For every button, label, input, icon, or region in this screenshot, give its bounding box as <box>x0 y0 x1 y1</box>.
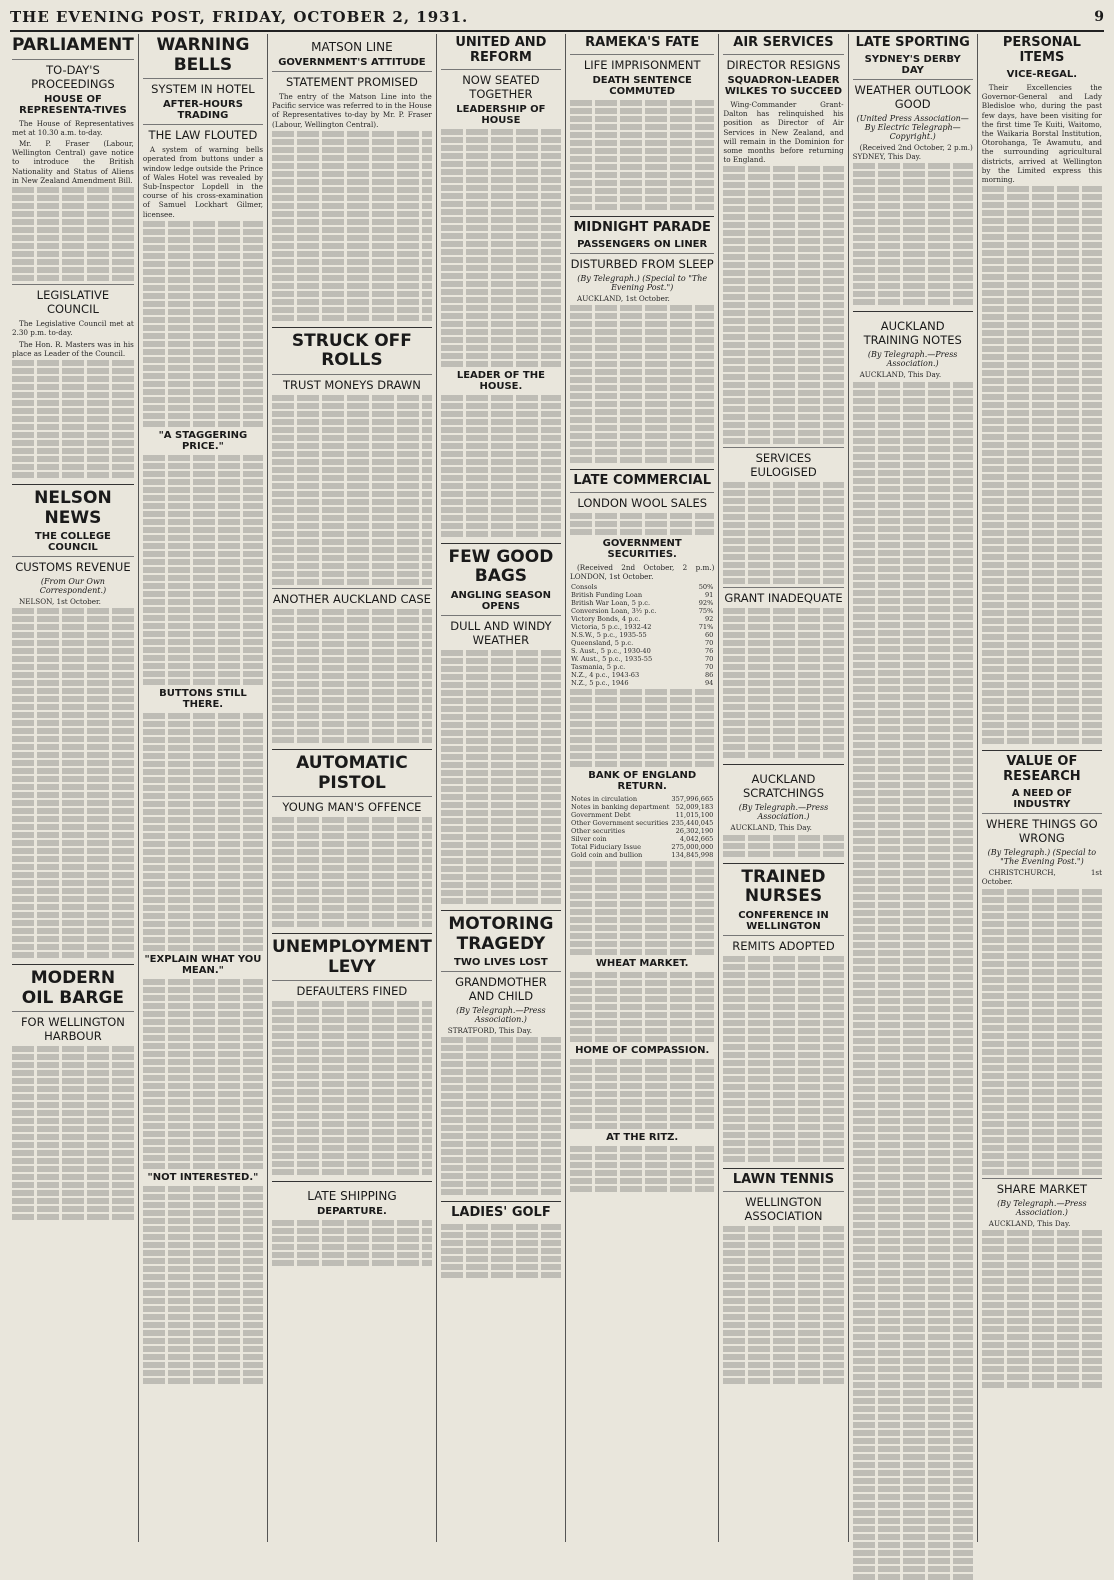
column-2 <box>139 34 268 1542</box>
table-row <box>570 851 714 859</box>
security-name: British Funding Loan <box>571 591 643 600</box>
subhead-wool-sales: LONDON WOOL SALES <box>570 492 714 510</box>
headline-oil-barge: MODERN OIL BARGE <box>21 968 125 1008</box>
table-row <box>570 631 714 639</box>
headline-late-sporting: LATE SPORTING <box>855 35 970 50</box>
security-name: Victoria, 5 p.c., 1932-42 <box>571 623 652 632</box>
dateline: AUCKLAND, 1st October. <box>577 293 670 303</box>
table-row <box>570 827 714 835</box>
security-value: 86 <box>704 671 714 680</box>
subhead-wilkes: SQUADRON-LEADER WILKES TO SUCCEED <box>724 74 843 97</box>
bank-value: 4,042,665 <box>679 835 714 844</box>
subhead-disturbed: DISTURBED FROM SLEEP <box>570 253 714 271</box>
subhead-young-man: YOUNG MAN'S OFFENCE <box>272 796 432 814</box>
subhead-legislative-council: LEGISLATIVE COUNCIL <box>12 284 134 316</box>
subhead-weather-outlook: WEATHER OUTLOOK GOOD <box>853 79 973 111</box>
table-row <box>570 811 714 819</box>
subhead-director-resigns: DIRECTOR RESIGNS <box>723 54 843 72</box>
table-row <box>570 655 714 663</box>
crosshead-buttons-still-there: BUTTONS STILL THERE. <box>159 687 247 710</box>
subhead-system-in-hotel: SYSTEM IN HOTEL <box>143 78 263 96</box>
dateline: STRATFORD, This Day. <box>447 1026 533 1036</box>
column-5 <box>566 34 719 1542</box>
subhead-customs: CUSTOMS REVENUE <box>12 556 134 574</box>
crosshead-ritz: AT THE RITZ. <box>606 1132 679 1144</box>
bank-value: 235,440,045 <box>671 819 714 828</box>
security-name: N.Z., 4 p.c., 1943-63 <box>571 671 640 680</box>
table-row <box>570 599 714 607</box>
dateline: AUCKLAND, This Day. <box>859 370 942 380</box>
headline-rameka: RAMEKA'S FATE <box>585 35 700 50</box>
subhead-house: HOUSE OF REPRESENTA-TIVES <box>19 93 127 116</box>
body-text: The House of Representatives met at 10.30 a.m. to-day. <box>12 118 134 137</box>
subhead-harbour: FOR WELLINGTON HARBOUR <box>12 1011 134 1043</box>
subhead-leadership: LEADERSHIP OF HOUSE <box>456 103 546 126</box>
security-name: Consols <box>571 583 598 592</box>
security-name: W. Aust., 5 p.c., 1935-55 <box>571 655 653 664</box>
security-value: 92 <box>704 615 714 624</box>
table-row <box>570 819 714 827</box>
dateline: CHRISTCHURCH, 1st October. <box>981 868 1102 887</box>
headline-parliament: PARLIAMENT <box>12 35 134 55</box>
subhead-derby-day: SYDNEY'S DERBY DAY <box>864 53 961 76</box>
table-row <box>570 623 714 631</box>
headline-matson-line: MATSON LINE <box>311 40 393 54</box>
security-value: 76 <box>704 647 714 656</box>
subhead-grant-inadequate: GRANT INADEQUATE <box>723 587 843 605</box>
subhead-conference: CONFERENCE IN WELLINGTON <box>738 909 829 932</box>
bank-value: 26,302,190 <box>675 827 714 836</box>
table-row <box>570 615 714 623</box>
security-value: 60 <box>704 631 714 640</box>
subhead-dull-windy: DULL AND WINDY WEATHER <box>441 615 561 647</box>
subhead-after-hours: AFTER-HOURS TRADING <box>162 99 243 122</box>
bank-item: Total Fiduciary Issue <box>571 843 642 852</box>
security-value: 91 <box>704 591 714 600</box>
column-3 <box>268 34 437 1542</box>
headline-ladies-golf: LADIES' GOLF <box>451 1205 551 1221</box>
body-text: Mr. P. Fraser (Labour, Wellington Central) gave notice to introduce the British Nationality and Status of Aliens in New Zealand Amendment Bill. <box>12 138 134 185</box>
bank-value: 52,009,183 <box>675 803 714 812</box>
table-row <box>570 647 714 655</box>
subhead-grandmother: GRANDMOTHER AND CHILD <box>441 971 561 1003</box>
table-row <box>570 663 714 671</box>
page-number: 9 <box>1094 9 1104 25</box>
dateline: AUCKLAND, This Day. <box>988 1218 1071 1228</box>
dateline: NELSON, 1st October. <box>19 597 101 607</box>
headline-air-services: AIR SERVICES <box>733 35 834 50</box>
credit-line: (United Press Association—By Electric Telegraph—Copyright.) <box>856 113 969 141</box>
table-row <box>570 843 714 851</box>
credit-line: (By Telegraph.) (Special to "The Evening Post.") <box>577 273 708 292</box>
subhead-angling: ANGLING SEASON OPENS <box>450 589 552 612</box>
security-name: S. Aust., 5 p.c., 1930-40 <box>571 647 651 656</box>
body-text: Wing-Commander Grant-Dalton has relinquished his position as Director of Air Services in New Zealand, and will remain in the Dominion for some months before returning to England. <box>723 99 844 165</box>
body-text: A system of warning bells operated from buttons under a window ledge outside the Prince of Wales Hotel was revealed by Sub-Inspector Lopdell in the course of his cross-examination of Samuel Lockhart Gilmer, licensee. <box>142 145 264 219</box>
table-row <box>570 639 714 647</box>
column-1 <box>8 34 139 1542</box>
bank-item: Gold coin and bullion <box>571 851 643 860</box>
headline-unemployment-levy: UNEMPLOYMENT LEVY <box>272 937 432 977</box>
bank-value: 275,000,000 <box>671 843 714 852</box>
table-row <box>570 803 714 811</box>
body-text: The entry of the Matson Line into the Pacific service was referred to in the House of Representatives to-day by Mr. P. Fraser (Labour, Wellington Central). <box>272 92 432 129</box>
dateline: (Received 2nd October, 2 p.m.) SYDNEY, This Day. <box>852 142 973 162</box>
subhead-two-lives: TWO LIVES LOST <box>454 957 548 969</box>
credit-line: (By Telegraph.—Press Association.) <box>997 1198 1087 1217</box>
subhead-auckland-case: ANOTHER AUCKLAND CASE <box>272 588 432 606</box>
bank-value: 357,996,665 <box>671 795 714 804</box>
column-4 <box>437 34 566 1542</box>
bank-value: 134,845,998 <box>671 851 714 860</box>
crosshead-wheat-market: WHEAT MARKET. <box>595 958 689 970</box>
bank-value: 11,015,100 <box>675 811 714 820</box>
security-name: British War Loan, 5 p.c. <box>571 599 651 608</box>
subhead-trust-moneys: TRUST MONEYS DRAWN <box>272 374 432 392</box>
security-value: 50% <box>698 583 714 592</box>
headline-few-good-bags: FEW GOOD BAGS <box>448 546 554 587</box>
headline-united-reform: UNITED AND REFORM <box>455 35 547 65</box>
headline-struck-off: STRUCK OFF ROLLS <box>291 330 412 371</box>
headline-share-market: SHARE MARKET <box>982 1178 1102 1196</box>
column-6 <box>719 34 848 1542</box>
security-name: Victory Bonds, 4 p.c. <box>571 615 641 624</box>
table-row <box>570 591 714 599</box>
bank-item: Notes in banking department <box>571 803 670 812</box>
newspaper-columns <box>8 34 1106 1542</box>
dateline: AUCKLAND, This Day. <box>730 823 812 833</box>
security-value: 92% <box>698 599 714 608</box>
headline-personal-items: PERSONAL ITEMS <box>1002 35 1081 65</box>
table-row <box>570 835 714 843</box>
crosshead-govt-securities: GOVERNMENT SECURITIES. <box>602 538 682 561</box>
crosshead-home-compassion: HOME OF COMPASSION. <box>575 1045 710 1057</box>
subhead-death-sentence: DEATH SENTENCE COMMUTED <box>592 74 692 97</box>
subhead-things-wrong: WHERE THINGS GO WRONG <box>982 813 1102 845</box>
subhead-remits: REMITS ADOPTED <box>723 935 843 953</box>
security-value: 75% <box>698 607 714 616</box>
table-row <box>570 679 714 687</box>
crosshead-bank-return: BANK OF ENGLAND RETURN. <box>588 770 697 793</box>
security-value: 71% <box>698 623 714 632</box>
headline-nelson-news: NELSON NEWS <box>34 487 112 528</box>
security-name: Tasmania, 5 p.c. <box>571 663 626 672</box>
body-text: The Legislative Council met at 2.30 p.m. to-day. <box>12 319 134 338</box>
bank-table <box>570 795 714 859</box>
headline-value-research: VALUE OF RESEARCH <box>1003 754 1081 785</box>
headline-motoring-tragedy: MOTORING TRAGEDY <box>448 913 554 954</box>
crosshead-staggering-price: "A STAGGERING PRICE." <box>158 429 248 452</box>
security-name: N.Z., 5 p.c., 1946 <box>571 679 629 688</box>
subhead-life-imprisonment: LIFE IMPRISONMENT <box>570 54 714 72</box>
subhead-govt-attitude: GOVERNMENT'S ATTITUDE <box>278 57 426 68</box>
credit-line: (By Telegraph.—Press Association.) <box>456 1006 546 1025</box>
subhead-college-council: THE COLLEGE COUNCIL <box>34 531 111 554</box>
column-7 <box>849 34 978 1542</box>
security-value: 70 <box>704 639 714 648</box>
security-value: 94 <box>704 679 714 688</box>
headline-trained-nurses: TRAINED NURSES <box>741 866 826 907</box>
credit-line: (By Telegraph.) (Special to "The Evening Post.") <box>987 848 1097 867</box>
subhead-services-eulogised: SERVICES EULOGISED <box>723 447 843 479</box>
headline-late-shipping: LATE SHIPPING <box>307 1189 397 1204</box>
crosshead-not-interested: "NOT INTERESTED." <box>147 1171 259 1183</box>
subhead-need-industry: A NEED OF INDUSTRY <box>1011 788 1073 811</box>
credit-line: (From Our Own Correspondent.) <box>39 577 107 596</box>
crosshead-vice-regal: VICE-REGAL. <box>1006 68 1078 80</box>
subhead-proceedings: TO-DAY'S PROCEEDINGS <box>12 59 134 91</box>
headline-auckland-training: AUCKLAND TRAINING NOTES <box>863 319 962 348</box>
table-row <box>570 671 714 679</box>
headline-warning-bells: WARNING BELLS <box>156 35 250 75</box>
subhead-departure: DEPARTURE. <box>317 1206 387 1218</box>
security-value: 70 <box>704 655 714 664</box>
bank-item: Other securities <box>571 827 625 836</box>
crosshead-leader-house: LEADER OF THE HOUSE. <box>456 369 545 392</box>
body-text: The Hon. R. Masters was in his place as Leader of the Council. <box>12 339 134 358</box>
subhead-statement-promised: STATEMENT PROMISED <box>272 71 432 89</box>
headline-auckland-scratchings: AUCKLAND SCRATCHINGS <box>742 772 824 801</box>
dateline: (Received 2nd October, 2 p.m.) LONDON, 1st October. <box>570 563 715 582</box>
security-name: N.S.W., 5 p.c., 1935-55 <box>571 631 647 640</box>
credit-line: (By Telegraph.—Press Association.) <box>738 803 829 822</box>
table-row <box>570 607 714 615</box>
table-row <box>570 583 714 591</box>
headline-midnight-parade: MIDNIGHT PARADE <box>573 219 711 235</box>
masthead <box>10 4 1104 32</box>
security-name: Queensland, 5 p.c. <box>571 639 634 648</box>
subhead-wellington-assoc: WELLINGTON ASSOCIATION <box>723 1191 843 1223</box>
table-row <box>570 795 714 803</box>
security-name: Conversion Loan, 3½ p.c. <box>571 607 657 616</box>
subhead-law-flouted: THE LAW FLOUTED <box>143 124 263 142</box>
security-value: 70 <box>704 663 714 672</box>
subhead-passengers: PASSENGERS ON LINER <box>577 238 708 250</box>
bank-item: Silver coin <box>571 835 607 844</box>
masthead-title: THE EVENING POST, FRIDAY, OCTOBER 2, 1931. <box>10 8 469 26</box>
column-8 <box>978 34 1106 1542</box>
credit-line: (By Telegraph.—Press Association.) <box>867 350 958 369</box>
subhead-seated-together: NOW SEATED TOGETHER <box>441 69 561 101</box>
bank-item: Notes in circulation <box>571 795 638 804</box>
bank-item: Government Debt <box>571 811 631 820</box>
body-text: Their Excellencies the Governor-General and Lady Bledisloe who, during the past few days, have been visiting for the first time Te Kuiti, Waitomo, the Waikaria Borstal Institution, Otorohanga, Te Awamutu, and the surrounding agricultural districts, arrived at Wellington by the Limited express this morning. <box>981 82 1102 185</box>
headline-automatic-pistol: AUTOMATIC PISTOL <box>296 752 408 793</box>
securities-table <box>570 583 714 687</box>
bank-item: Other Government securities <box>571 819 669 828</box>
headline-lawn-tennis: LAWN TENNIS <box>732 1171 835 1187</box>
subhead-defaulters: DEFAULTERS FINED <box>272 980 432 998</box>
headline-late-commercial: LATE COMMERCIAL <box>573 473 712 489</box>
crosshead-explain: "EXPLAIN WHAT YOU MEAN." <box>144 953 262 976</box>
